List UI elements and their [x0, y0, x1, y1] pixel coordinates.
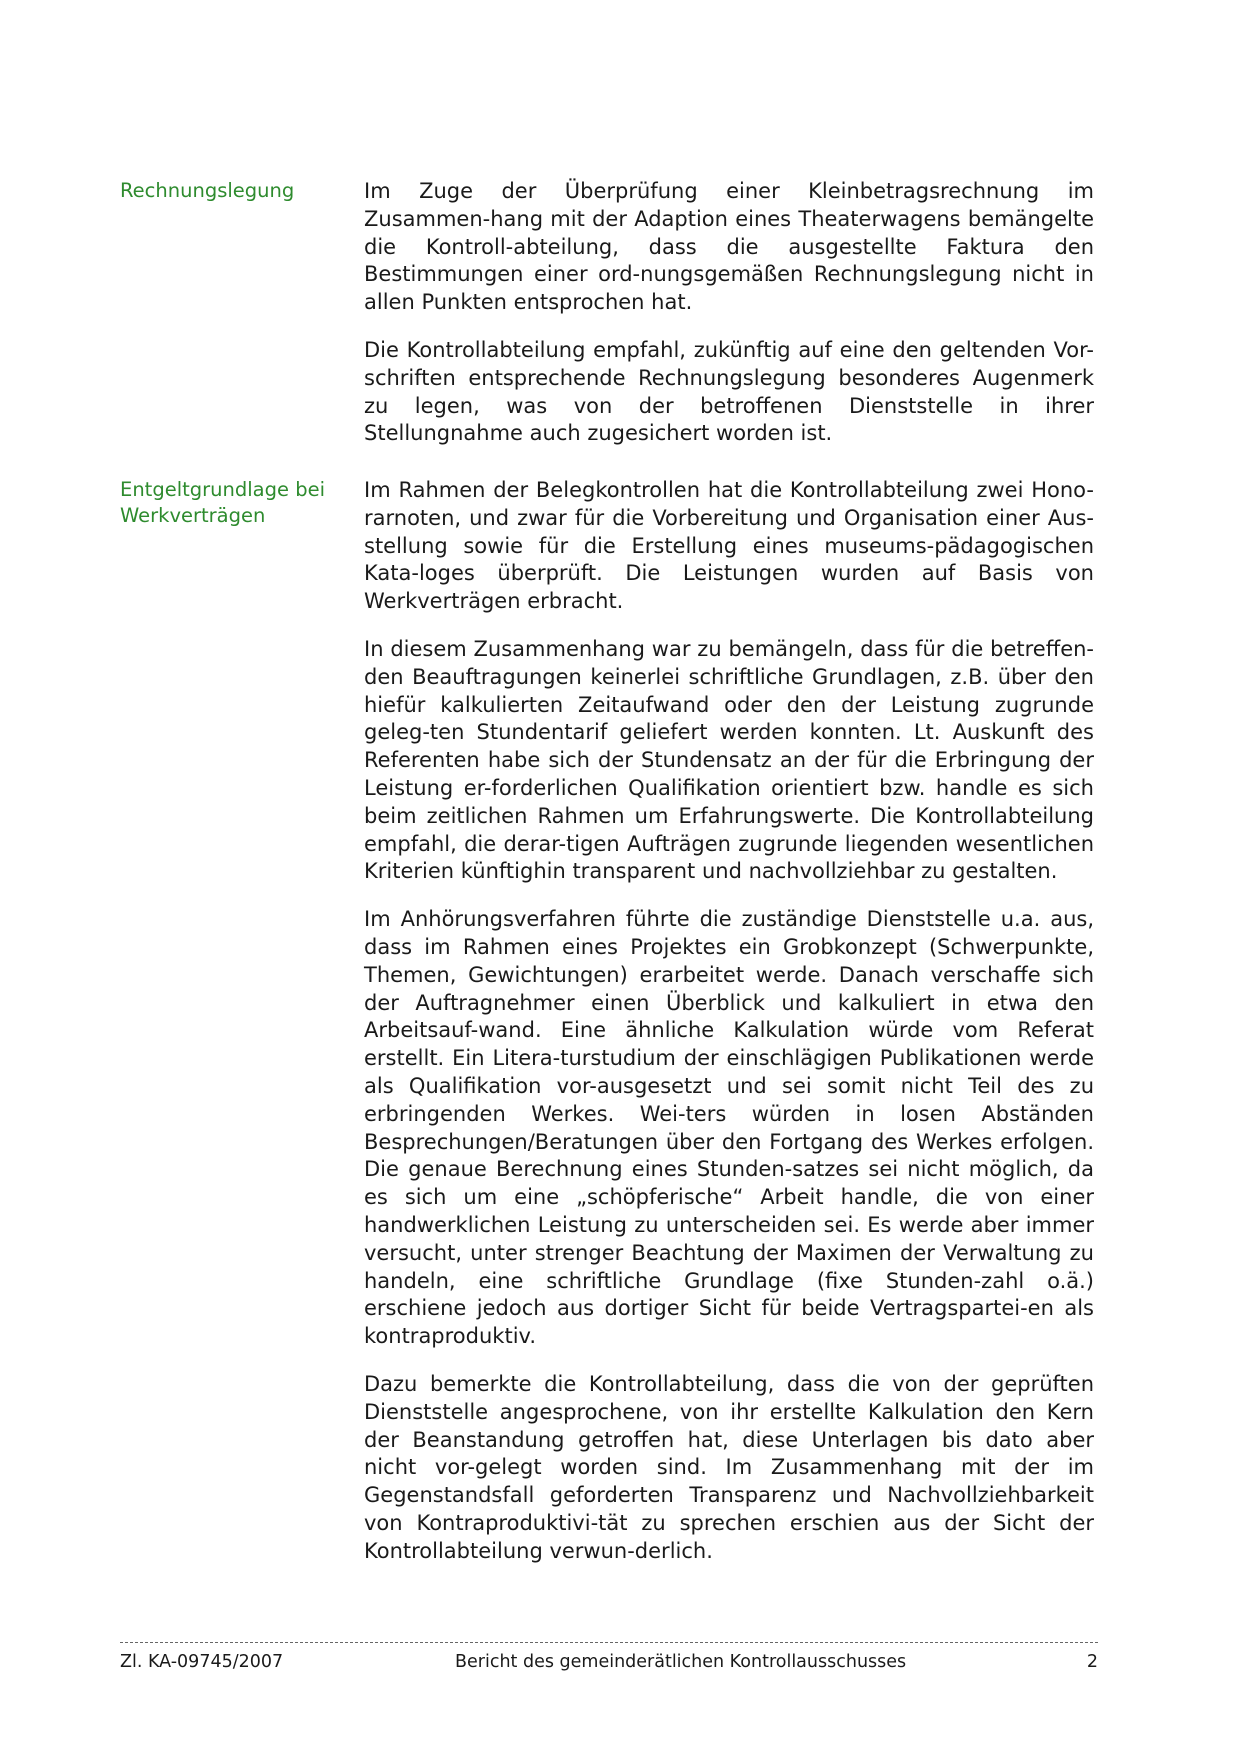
paragraph: In diesem Zusammenhang war zu bemängeln, dass für die betreffen-den Beauftragungen keinerlei schriftliche Grundlagen, z.B. über den hiefür kalkulierten Zeitaufwand oder den der Leistung zugrunde geleg-ten Stundentarif geliefert werden konnten. Lt. Auskunft des Referenten habe sich der Stundensatz an der für die Erbringung der Leistung er-forderlichen Qualifikation orientiert bzw. handle es sich beim zeitlichen Rahmen um Erfahrungswerte. Die Kontrollabteilung empfahl, die derar-tigen Aufträgen zugrunde liegenden wesentlichen Kriterien künftighin transparent und nachvollziehbar zu gestalten. — [364, 636, 1094, 884]
page-number: 2 — [1086, 1652, 1098, 1672]
section-label: Rechnungslegung — [120, 179, 295, 202]
section-body — [364, 178, 1094, 468]
paragraph: Im Rahmen der Belegkontrollen hat die Kontrollabteilung zwei Hono-rarnoten, und zwar für die Vorbereitung und Organisation einer Aus-stellung sowie für die Erstellung eines museums-pädagogischen Kata-loges überprüft. Die Leistungen wurden auf Basis von Werkverträgen erbracht. — [364, 478, 1094, 614]
page-footer — [120, 1650, 1098, 1674]
section-label: Entgeltgrundlage bei Werkverträgen — [120, 478, 325, 527]
footer-title: Bericht des gemeinderätlichen Kontrollausschusses — [455, 1652, 907, 1672]
paragraph: Die Kontrollabteilung empfahl, zukünftig auf eine den geltenden Vor-schriften entsprechende Rechnungslegung besonderes Augenmerk zu legen, was von der betroffenen Dienststelle in ihrer Stellungnahme auch zugesichert worden ist. — [364, 337, 1094, 446]
paragraph: Im Anhörungsverfahren führte die zuständige Dienststelle u.a. aus, dass im Rahmen eines Projektes ein Grobkonzept (Schwerpunkte, Themen, Gewichtungen) erarbeitet werde. Danach verschaffe sich der Auftragnehmer einen Überblick und kalkuliert in etwa den Arbeitsauf-wand. Eine ähnliche Kalkulation würde vom Referat erstellt. Ein Litera-turstudium der einschlägigen Publikationen werde als Qualifikation vor-ausgesetzt und sei somit nicht Teil des zu erbringenden Werkes. Wei-ters würden in losen Abständen Besprechungen/Beratungen über den Fortgang des Werkes erfolgen. Die genaue Berechnung eines Stunden-satzes sei nicht möglich, da es sich um eine „schöpferische“ Arbeit handle, die von einer handwerklichen Leistung zu unterscheiden sei. Es werde aber immer versucht, unter strenger Beachtung der Maximen der Verwaltung zu handeln, eine schriftliche Grundlage (fixe Stunden-zahl o.ä.) erschiene jedoch aus dortiger Sicht für beide Vertragspartei-en als kontraproduktiv. — [364, 907, 1094, 1349]
paragraph: Dazu bemerkte die Kontrollabteilung, dass die von der geprüften Dienststelle angesprochene, von ihr erstellte Kalkulation den Kern der Beanstandung getroffen hat, diese Unterlagen bis dato aber nicht vor-gelegt worden sind. Im Zusammenhang mit der im Gegenstandsfall geforderten Transparenz und Nachvollziehbarkeit von Kontraproduktivi-tät zu sprechen erschien aus der Sicht der Kontrollabteilung verwun-derlich. — [364, 1371, 1094, 1563]
footer-reference: Zl. KA-09745/2007 — [120, 1652, 284, 1672]
section-body — [364, 477, 1094, 1585]
paragraph: Im Zuge der Überprüfung einer Kleinbetragsrechnung im Zusammen-hang mit der Adaption eines Theaterwagens bemängelte die Kontroll-abteilung, dass die ausgestellte Faktura den Bestimmungen einer ord-nungsgemäßen Rechnungslegung nicht in allen Punkten entsprochen hat. — [364, 179, 1094, 315]
footer-divider — [120, 1642, 1098, 1643]
